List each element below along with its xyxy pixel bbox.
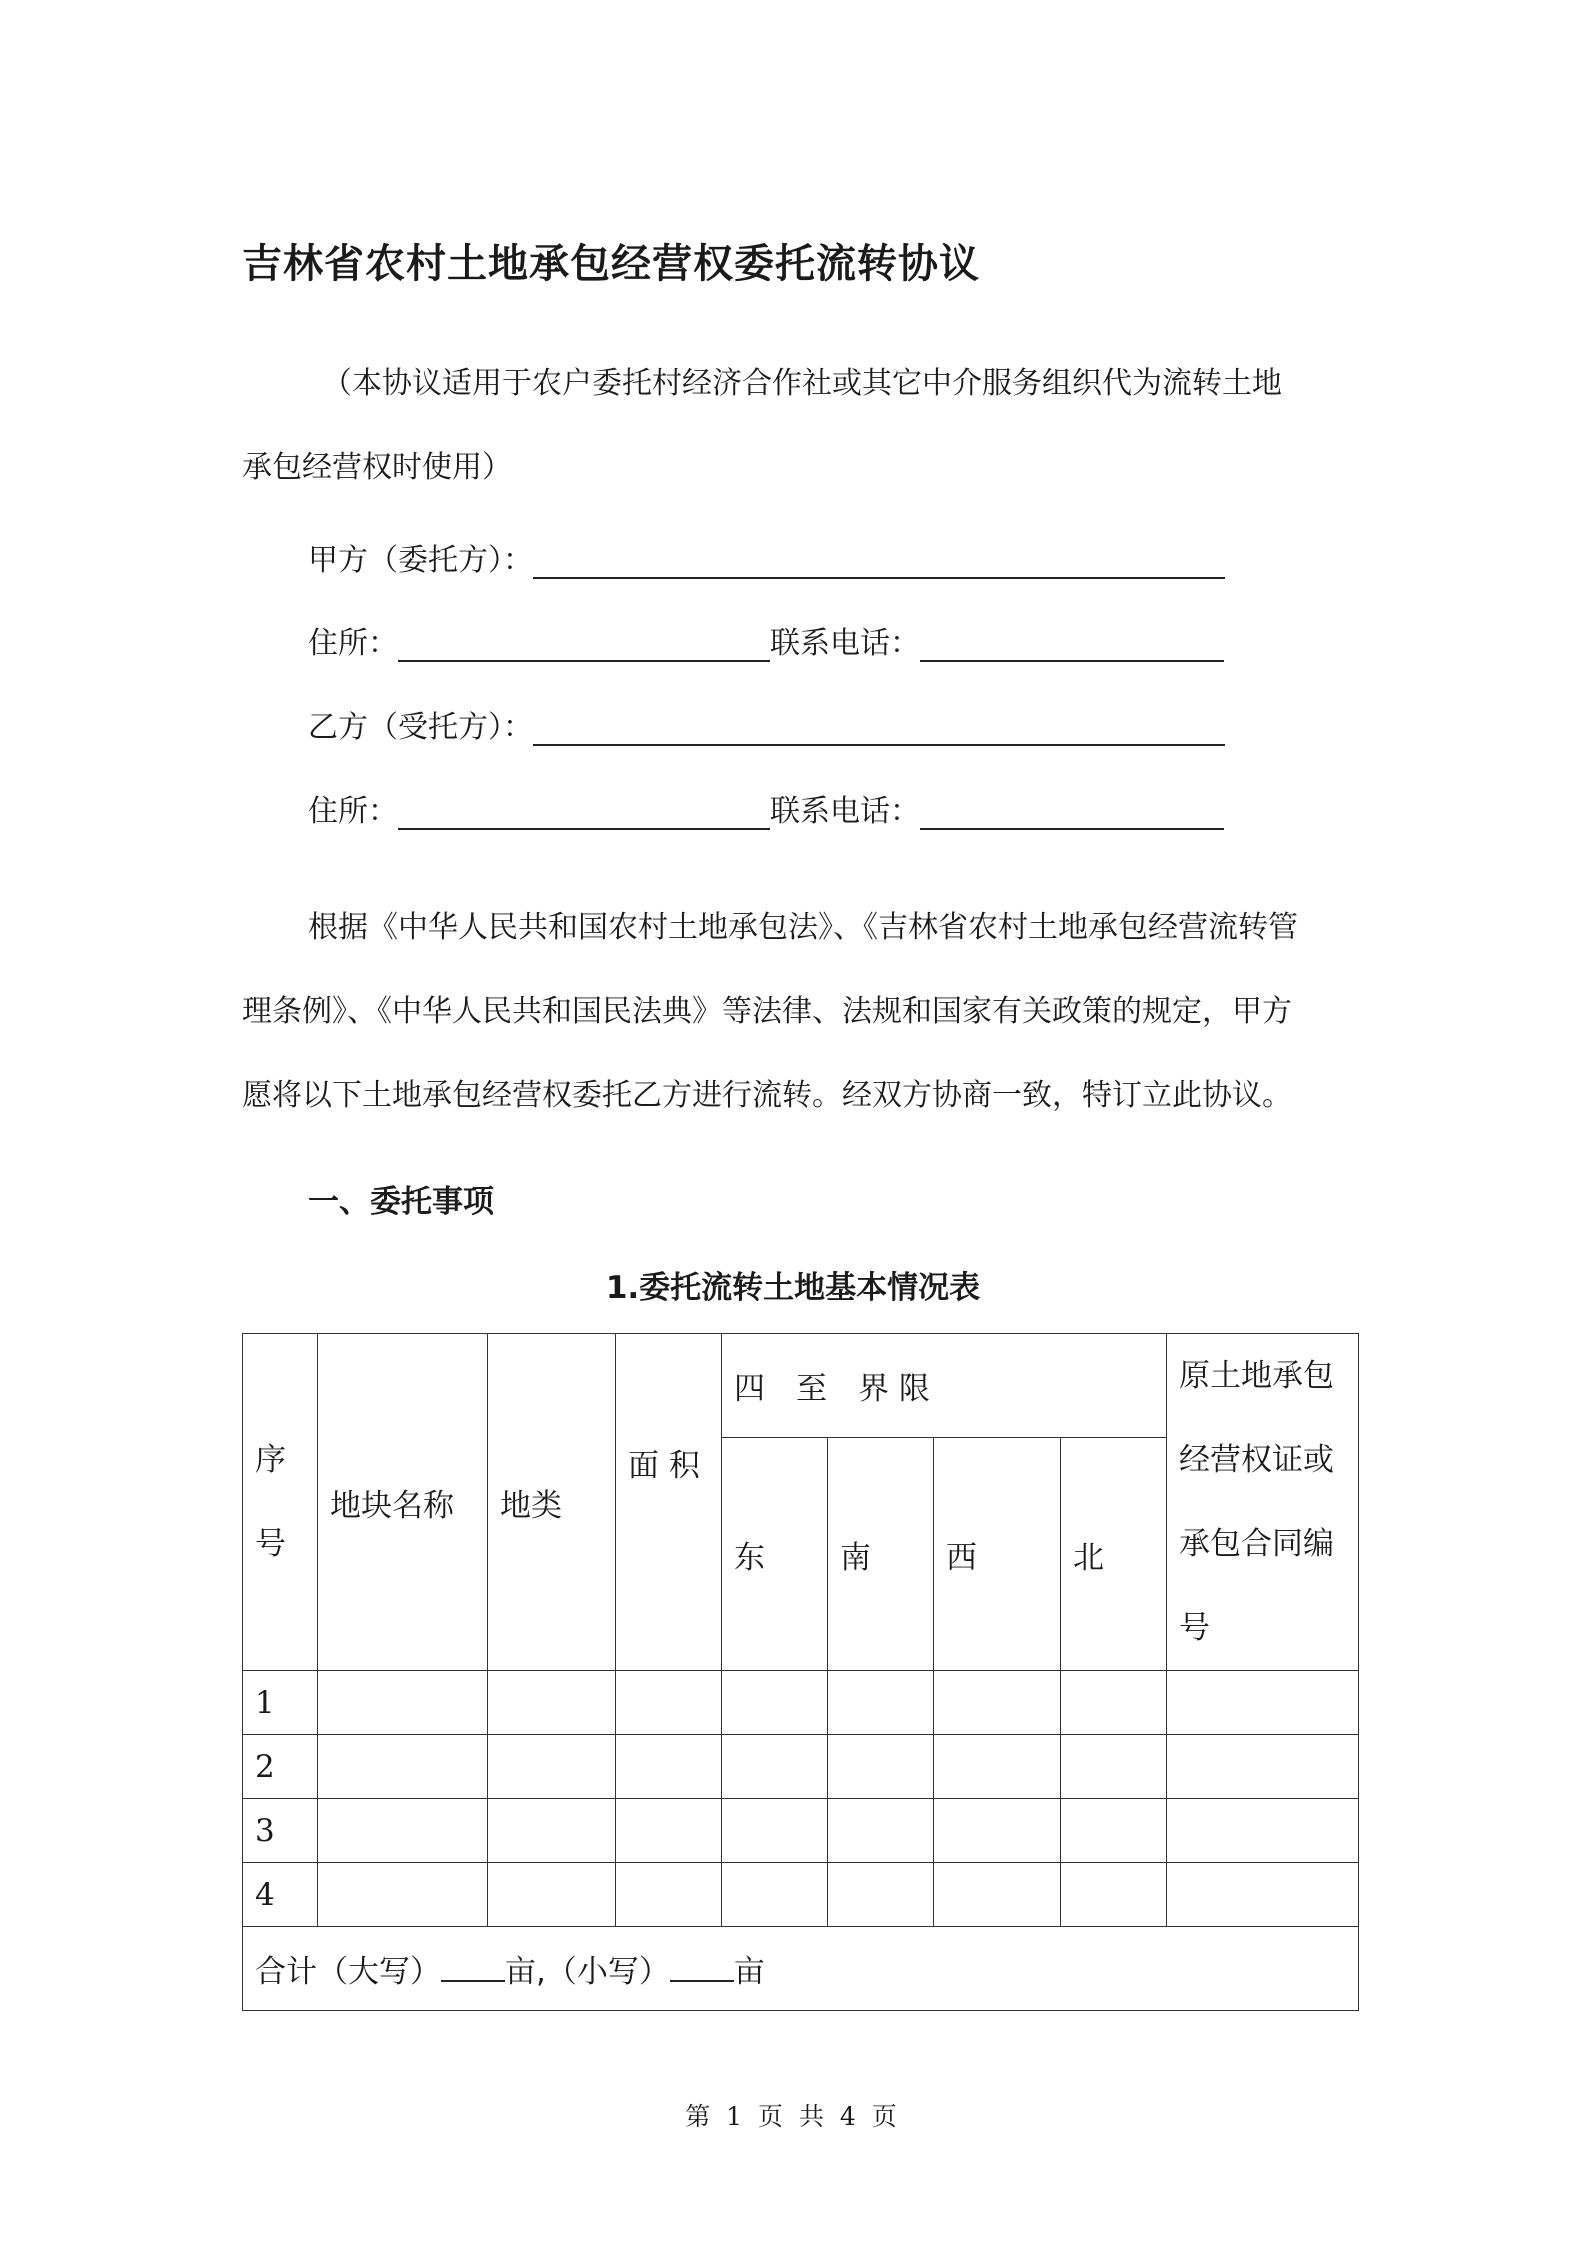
- total-mid: 亩,（小写）: [505, 1954, 670, 1990]
- row-number: 2: [243, 1735, 318, 1799]
- cell[interactable]: [488, 1735, 616, 1799]
- header-west: 西: [934, 1438, 1061, 1671]
- cell[interactable]: [828, 1735, 934, 1799]
- cell[interactable]: [616, 1799, 722, 1863]
- cell[interactable]: [1061, 1671, 1167, 1735]
- party-b-address-row: [308, 786, 1224, 830]
- cell[interactable]: [616, 1735, 722, 1799]
- cell[interactable]: [616, 1863, 722, 1927]
- cell[interactable]: [318, 1735, 488, 1799]
- body-line-2: 理条例》、《中华人民共和国民法典》等法律、法规和国家有关政策的规定，甲方: [242, 994, 1292, 1029]
- usage-note-line-2: 承包经营权时使用）: [242, 450, 512, 485]
- address-label: 住所：: [308, 794, 398, 829]
- phone-label: 联系电话：: [770, 794, 920, 829]
- table-row: [243, 1863, 1359, 1927]
- party-b-label: 乙方（受托方）：: [308, 710, 533, 745]
- total-prefix: 合计（大写）: [255, 1954, 441, 1990]
- header-south: 南: [828, 1438, 934, 1671]
- address-label: 住所：: [308, 626, 398, 661]
- cell[interactable]: [488, 1671, 616, 1735]
- total-lowercase-field[interactable]: [670, 1954, 734, 1982]
- header-area: 面 积: [616, 1334, 722, 1671]
- row-number: 1: [243, 1671, 318, 1735]
- total-uppercase-field[interactable]: [441, 1954, 505, 1982]
- cell[interactable]: [722, 1863, 828, 1927]
- header-cert-line-1: 原土地承包: [1179, 1358, 1335, 1394]
- header-cert-line-3: 承包合同编: [1179, 1526, 1335, 1562]
- table-row: [243, 1735, 1359, 1799]
- party-a-row: [308, 535, 1225, 579]
- header-east: 东: [722, 1438, 828, 1671]
- header-cert-line-4: 号: [1179, 1610, 1211, 1646]
- cell[interactable]: [1061, 1799, 1167, 1863]
- document-title: 吉林省农村土地承包经营权委托流转协议: [242, 241, 980, 287]
- total-row: [243, 1927, 1359, 2011]
- cell[interactable]: [828, 1863, 934, 1927]
- party-b-phone-field[interactable]: [920, 798, 1224, 830]
- cell[interactable]: [318, 1671, 488, 1735]
- cell[interactable]: [1061, 1863, 1167, 1927]
- party-a-address-field[interactable]: [398, 630, 770, 662]
- page-footer: 第 1 页 共 4 页: [685, 2102, 901, 2131]
- cell[interactable]: [934, 1863, 1061, 1927]
- cell[interactable]: [722, 1799, 828, 1863]
- header-cert-line-2: 经营权证或: [1179, 1442, 1335, 1478]
- body-line-3: 愿将以下土地承包经营权委托乙方进行流转。经双方协商一致，特订立此协议。: [242, 1078, 1292, 1113]
- cell[interactable]: [318, 1799, 488, 1863]
- cell[interactable]: [1167, 1863, 1359, 1927]
- cell[interactable]: [616, 1671, 722, 1735]
- party-b-name-field[interactable]: [533, 714, 1225, 746]
- cell[interactable]: [488, 1799, 616, 1863]
- section-heading-entrusted-matters: 一、委托事项: [308, 1184, 494, 1220]
- land-info-table: [242, 1333, 1359, 2011]
- header-plot-name: 地块名称: [318, 1334, 488, 1671]
- row-number: 4: [243, 1863, 318, 1927]
- table-row: [243, 1799, 1359, 1863]
- body-line-1: 根据《中华人民共和国农村土地承包法》、《吉林省农村土地承包经营流转管: [308, 910, 1298, 945]
- cell[interactable]: [934, 1735, 1061, 1799]
- header-north: 北: [1061, 1438, 1167, 1671]
- header-land-type: 地类: [488, 1334, 616, 1671]
- cell[interactable]: [722, 1671, 828, 1735]
- header-seq: [243, 1334, 318, 1671]
- header-boundaries: 四 至 界 限: [722, 1334, 1167, 1438]
- cell[interactable]: [828, 1671, 934, 1735]
- header-seq-char-2: 号: [255, 1526, 286, 1562]
- cell[interactable]: [1167, 1735, 1359, 1799]
- total-suffix: 亩: [733, 1954, 765, 1990]
- cell[interactable]: [722, 1735, 828, 1799]
- party-b-row: [308, 702, 1225, 746]
- party-a-label: 甲方（委托方）：: [308, 543, 533, 578]
- total-cell: [243, 1927, 1359, 2011]
- cell[interactable]: [934, 1799, 1061, 1863]
- party-a-phone-field[interactable]: [920, 630, 1224, 662]
- party-a-name-field[interactable]: [533, 547, 1225, 579]
- header-seq-char-1: 序: [255, 1442, 286, 1478]
- phone-label: 联系电话：: [770, 626, 920, 661]
- cell[interactable]: [1061, 1735, 1167, 1799]
- cell[interactable]: [934, 1671, 1061, 1735]
- cell[interactable]: [828, 1799, 934, 1863]
- table-row: [243, 1671, 1359, 1735]
- cell[interactable]: [1167, 1671, 1359, 1735]
- cell[interactable]: [318, 1863, 488, 1927]
- usage-note-line-1: （本协议适用于农户委托村经济合作社或其它中介服务组织代为流转土地: [322, 366, 1282, 401]
- cell[interactable]: [1167, 1799, 1359, 1863]
- party-a-address-row: [308, 618, 1224, 662]
- table-caption: 1.委托流转土地基本情况表: [605, 1270, 981, 1306]
- header-certificate-no: [1167, 1334, 1359, 1671]
- cell[interactable]: [488, 1863, 616, 1927]
- party-b-address-field[interactable]: [398, 798, 770, 830]
- row-number: 3: [243, 1799, 318, 1863]
